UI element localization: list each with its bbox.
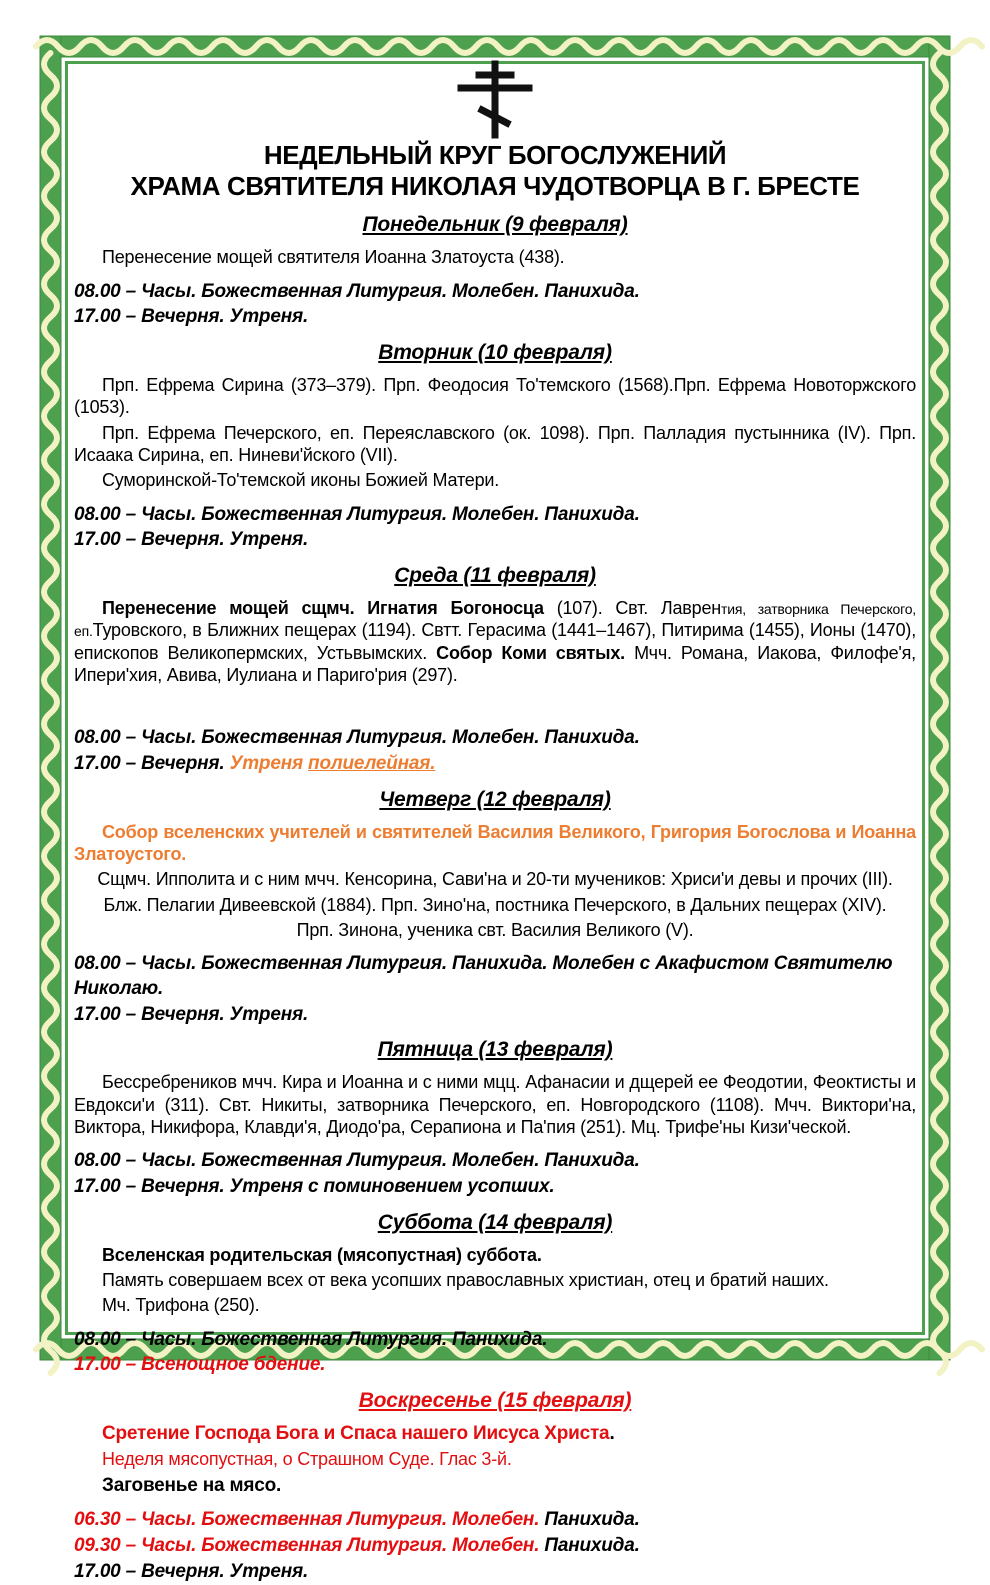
text-segment: тия, затворника Печерского, еп. <box>74 601 916 640</box>
text-segment: Заговенье на мясо. <box>102 1474 282 1496</box>
day-section-sunday <box>74 1389 916 1584</box>
text-segment: 08.00 – Часы. Божественная Литургия. Молебен. Панихида. <box>74 727 640 749</box>
title-line-2: ХРАМА СВЯТИТЕЛЯ НИКОЛАЯ ЧУДОТВОРЦА В Г. БРЕСТЕ <box>130 171 860 202</box>
service-time-line <box>74 1560 916 1585</box>
text-segment: Неделя мясопустная, о Страшном Суде. Глас 3-й. <box>102 1449 512 1470</box>
feast-paragraph <box>74 422 916 467</box>
day-section-tuesday <box>74 341 916 553</box>
text-segment: Собор вселенских учителей и святителей Василия Великого, Григория Богослова и Иоанна Златоустого. <box>74 821 916 864</box>
feast-paragraph <box>74 1422 916 1446</box>
text-segment: 17.00 – Вечерня. Утреня. <box>74 1003 309 1025</box>
service-time-line <box>74 726 916 751</box>
day-section-friday <box>74 1038 916 1199</box>
text-segment: 17.00 – Вечерня. <box>74 752 230 774</box>
day-header-wednesday: Среда (11 февраля) <box>394 564 596 587</box>
text-segment: Прп. Ефрема Сирина (373–379). Прп. Феодосия То'темского (1568).Прп. Ефрема Новоторжского (1053). <box>74 375 916 418</box>
day-section-wednesday <box>74 564 916 777</box>
day-section-thursday <box>74 788 916 1028</box>
day-header-monday: Понедельник (9 февраля) <box>362 213 628 237</box>
title-line-1: НЕДЕЛЬНЫЙ КРУГ БОГОСЛУЖЕНИЙ <box>263 140 727 170</box>
service-times <box>74 952 916 1027</box>
text-segment: Утреня <box>229 752 309 774</box>
day-section-saturday <box>74 1211 916 1378</box>
feast-paragraph <box>74 1269 916 1291</box>
service-time-line <box>74 503 916 528</box>
text-segment: 06.30 – Часы. Божественная Литургия. Молебен. <box>74 1509 540 1531</box>
text-segment: 08.00 – Часы. Божественная Литургия. Молебен. Панихида. <box>74 280 640 302</box>
text-segment: Панихида. <box>539 1534 640 1556</box>
service-times <box>74 1149 916 1199</box>
feast-paragraph <box>74 821 916 866</box>
service-time-line <box>74 1534 916 1559</box>
feast-paragraph <box>74 374 916 419</box>
text-segment: 08.00 – Часы. Божественная Литургия. Молебен. Панихида. <box>74 503 640 525</box>
service-time-line <box>74 1175 916 1200</box>
service-times <box>74 503 916 553</box>
feast-paragraph <box>74 868 916 890</box>
orthodox-cross-glyph <box>451 60 539 138</box>
service-times <box>74 726 916 776</box>
text-segment: Прп. Зинона, ученика свт. Василия Великого (V). <box>296 919 694 940</box>
text-segment: 17.00 – Всенощное бдение. <box>74 1354 326 1376</box>
day-header-tuesday: Вторник (10 февраля) <box>378 341 612 365</box>
text-segment: 09.30 – Часы. Божественная Литургия. Молебен. <box>74 1534 540 1556</box>
text-segment: Прп. Ефрема Печерского, еп. Переяславского (ок. 1098). Прп. Палладия пустынника (IV). Прп. Исаака Сирина, еп. Ниневи'йского (VII). <box>74 422 916 465</box>
text-segment: Сщмч. Ипполита и с ним мчч. Кенсорина, Сави'на и 20-ти мучеников: Хриси'и девы и прочих (III). <box>97 869 893 890</box>
service-times <box>74 1508 916 1584</box>
text-segment: Перенесение мощей святителя Иоанна Златоуста (438). <box>102 247 565 268</box>
text-segment: 08.00 – Часы. Божественная Литургия. Панихида. <box>74 1328 548 1350</box>
text-segment: Туровского, в Ближних пещерах (1194). Свтт. Герасима (1441–1467), Питирима (1455), Ионы (1470), епископов Великопермских, Устьвымских. <box>74 620 916 663</box>
text-segment: Мч. Трифона (250). <box>102 1295 260 1316</box>
service-time-line <box>74 280 916 305</box>
text-segment: полиелейная. <box>308 752 436 774</box>
day-section-monday <box>74 213 916 330</box>
day-header-thursday: Четверг (12 февраля) <box>379 787 611 811</box>
document-title <box>74 140 916 202</box>
feast-paragraph <box>74 469 916 491</box>
feast-paragraph <box>74 1294 916 1316</box>
text-segment: 17.00 – Вечерня. Утреня с поминовением усопших. <box>74 1175 555 1197</box>
service-time-line <box>74 752 916 777</box>
text-segment: Суморинской-То'темской иконы Божией Матери. <box>102 470 500 491</box>
service-time-line <box>74 1328 916 1353</box>
service-time-line <box>74 1149 916 1174</box>
text-segment: Вселенская родительская (мясопустная) суббота. <box>102 1244 542 1265</box>
service-time-line <box>74 305 916 330</box>
text-segment: . <box>609 1422 615 1444</box>
text-segment: 08.00 – Часы. Божественная Литургия. Панихида. Молебен с Акафистом Святителю Николаю. <box>74 953 893 999</box>
feast-paragraph <box>74 1071 916 1138</box>
document-content <box>74 54 916 1585</box>
feast-paragraph <box>74 894 916 916</box>
text-segment: Перенесение мощей сщмч. Игнатия Богоносца <box>102 598 557 618</box>
weekly-schedule <box>74 213 916 1584</box>
day-header-saturday: Суббота (14 февраля) <box>377 1210 613 1234</box>
text-segment: Собор Коми святых. <box>436 642 625 663</box>
text-segment: 17.00 – Вечерня. Утреня. <box>74 306 309 328</box>
text-segment: Память совершаем всех от века усопших православных христиан, отец и братий наших. <box>102 1269 829 1290</box>
feast-paragraph <box>74 1448 916 1470</box>
text-segment: Блж. Пелагии Дивеевской (1884). Прп. Зино'на, постника Печерского, в Дальних пещерах (XIV). <box>103 894 887 915</box>
feast-paragraph <box>74 919 916 941</box>
day-header-friday: Пятница (13 февраля) <box>377 1038 613 1062</box>
blank-line <box>74 689 916 715</box>
service-times <box>74 1328 916 1378</box>
feast-paragraph <box>74 597 916 686</box>
text-segment: (107). Свт. Лаврен <box>556 598 722 618</box>
text-segment: Панихида. <box>539 1509 640 1531</box>
orthodox-cross-icon <box>74 60 916 138</box>
text-segment: 08.00 – Часы. Божественная Литургия. Молебен. Панихида. <box>74 1150 640 1172</box>
service-time-line <box>74 952 916 1001</box>
text-segment: Мчч. Романа, Иакова, Филофе'я, Ипери'хия, Авива, Иулиана и Париго'рия (297). <box>74 642 916 685</box>
feast-paragraph <box>74 1474 916 1498</box>
text-segment: Бессребреников мчч. Кира и Иоанна и с ними мцц. Афанасии и дщерей ее Феодотии, Феоктисты и Евдокси'и (311). Свт. Никиты, затворника Печерского, еп. Новгородского (1108). Мчч. Виктори'на, Виктора, Никифора, Клавди'я, Диодо'ра, Серапиона и Па'пия (251). Мц. Трифе'ны Кизи'ческой. <box>74 1072 916 1137</box>
feast-paragraph <box>74 246 916 268</box>
feast-paragraph <box>74 1244 916 1266</box>
service-time-line <box>74 1353 916 1378</box>
service-time-line <box>74 528 916 553</box>
day-header-sunday: Воскресенье (15 февраля) <box>358 1388 632 1412</box>
service-time-line <box>74 1508 916 1533</box>
service-times <box>74 280 916 330</box>
service-time-line <box>74 1003 916 1028</box>
text-segment: Сретение Господа Бога и Спаса нашего Иисуса Христа <box>102 1422 610 1444</box>
text-segment: 17.00 – Вечерня. Утреня. <box>74 529 309 551</box>
text-segment: 17.00 – Вечерня. Утреня. <box>74 1560 309 1582</box>
